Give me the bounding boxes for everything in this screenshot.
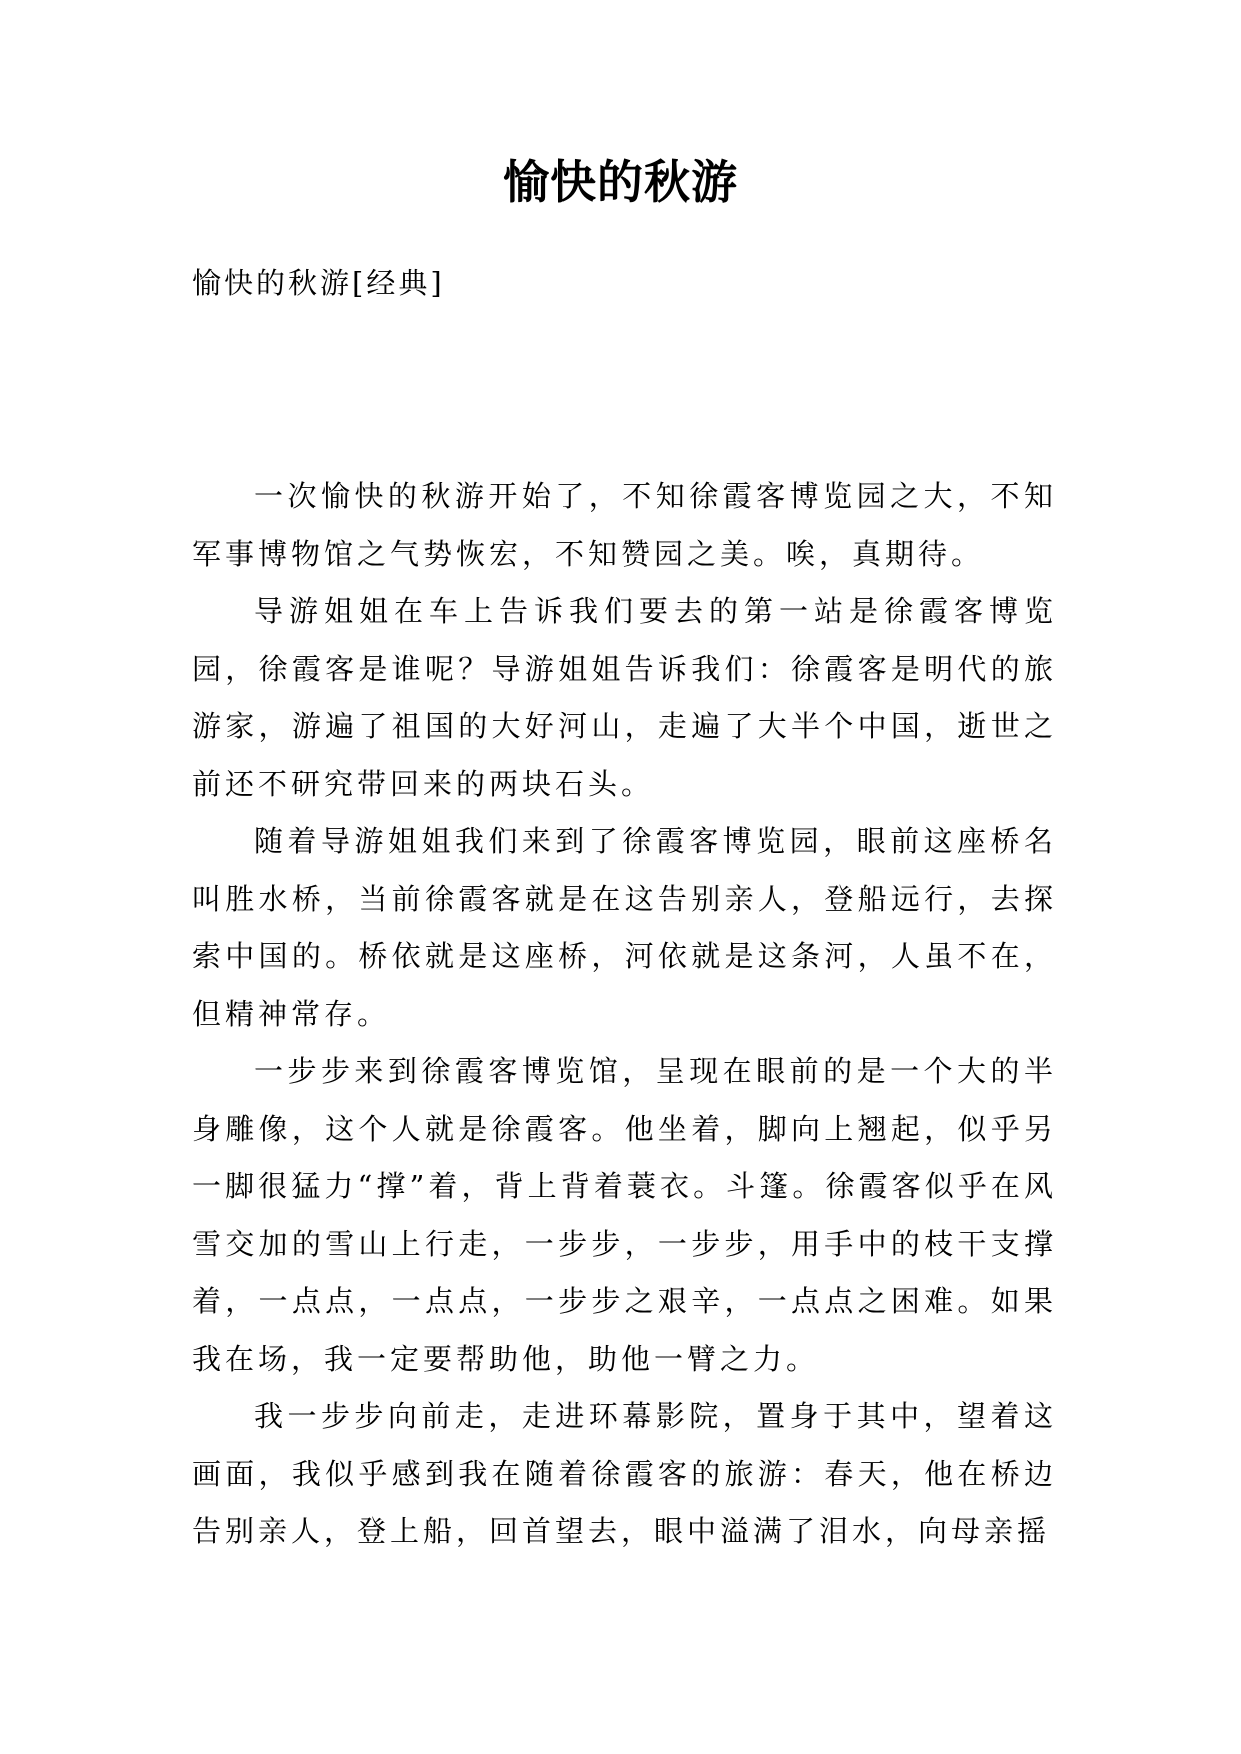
paragraph-3: 随着导游姐姐我们来到了徐霞客博览园，眼前这座桥名叫胜水桥，当前徐霞客就是在这告别亲人，登船远行，去探索中国的。桥依就是这座桥，河依就是这条河，人虽不在，但精神常存。 <box>192 824 1057 1031</box>
document-title: 愉快的秋游 <box>503 155 738 209</box>
paragraph-2: 导游姐姐在车上告诉我们要去的第一站是徐霞客博览园，徐霞客是谁呢？导游姐姐告诉我们：徐霞客是明代的旅游家，游遍了祖国的大好河山，走遍了大半个中国，逝世之前还不研究带回来的两块石头。 <box>192 594 1057 801</box>
paragraph-4: 一步步来到徐霞客博览馆，呈现在眼前的是一个大的半身雕像，这个人就是徐霞客。他坐着，脚向上翘起，似乎另一脚很猛力“撑”着，背上背着蓑衣。斗篷。徐霞客似乎在风雪交加的雪山上行走，一步步，一步步，用手中的枝干支撑着，一点点，一点点，一步步之艰辛，一点点之困难。如果我在场，我一定要帮助他，助他一臂之力。 <box>192 1054 1057 1376</box>
document-body <box>192 468 1057 1561</box>
paragraph-1: 一次愉快的秋游开始了，不知徐霞客博览园之大，不知军事博物馆之气势恢宏，不知赞园之美。唉，真期待。 <box>192 479 1057 571</box>
document-subtitle: 愉快的秋游[经典] <box>192 266 445 300</box>
paragraph-5: 我一步步向前走，走进环幕影院，置身于其中，望着这画面，我似乎感到我在随着徐霞客的旅游：春天，他在桥边告别亲人，登上船，回首望去，眼中溢满了泪水，向母亲摇 <box>192 1399 1057 1548</box>
